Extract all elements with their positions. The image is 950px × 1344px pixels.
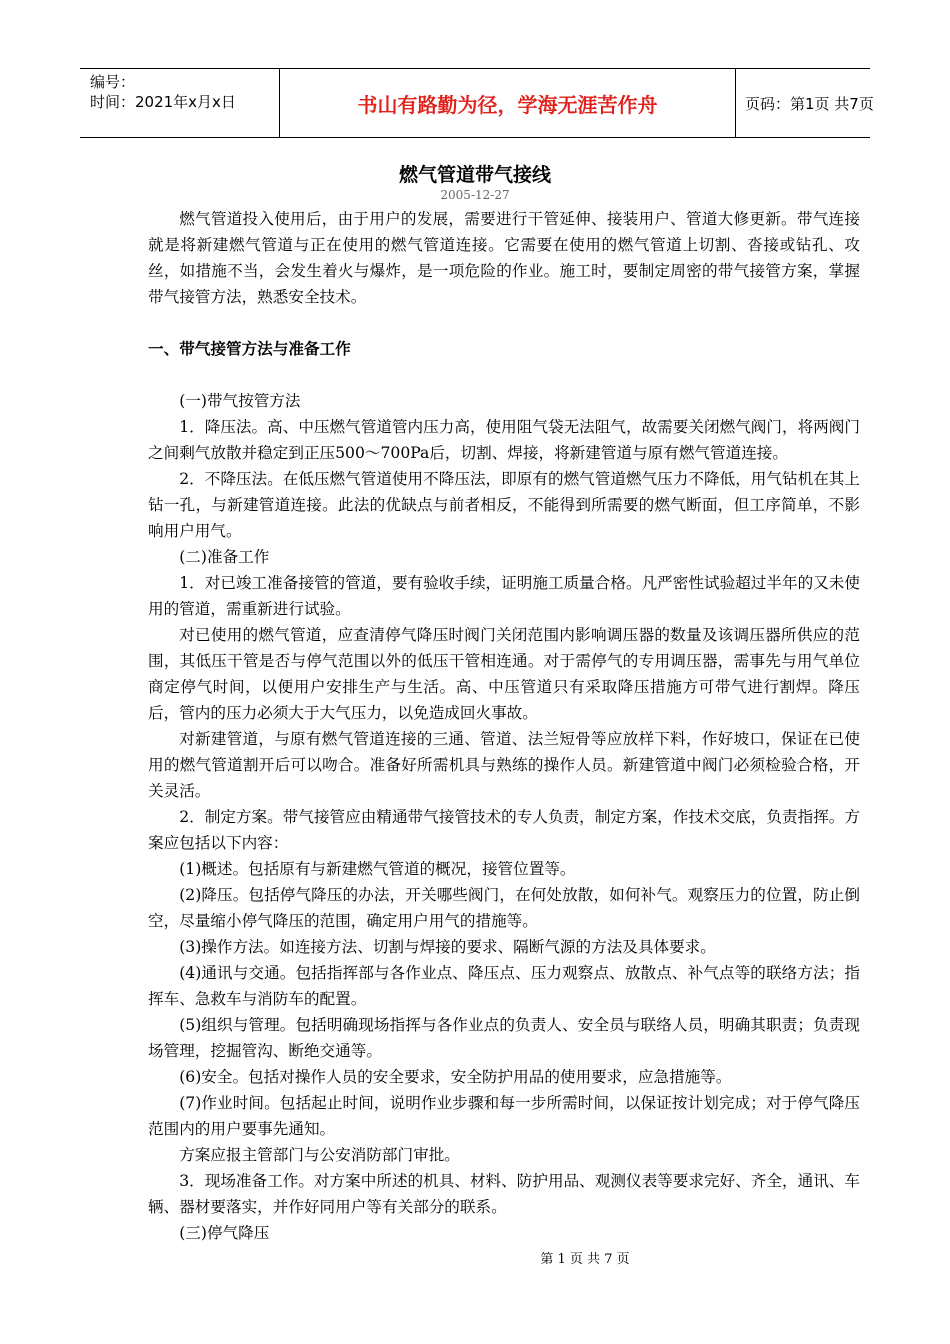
list-item: (2)降压。包括停气降压的办法，开关哪些阀门，在何处放散，如何补气。观察压力的位置，防止倒空，尽量缩小停气降压的范围，确定用户用气的措施等。 xyxy=(148,886,860,930)
document-date: 2005-12-27 xyxy=(440,188,510,202)
subsection-heading: (二)准备工作 xyxy=(179,548,270,566)
page-header xyxy=(80,68,874,138)
paragraph: 2．制定方案。带气接管应由精通带气接管技术的专人负责，制定方案，作技术交底，负责指挥。方案应包括以下内容： xyxy=(148,808,860,852)
subsection-heading: (一)带气按管方法 xyxy=(179,392,301,410)
date-label: 时间：2021年x月x日 xyxy=(90,93,236,111)
list-item: (4)通讯与交通。包括指挥部与各作业点、降压点、压力观察点、放散点、补气点等的联络方法；指挥车、急救车与消防车的配置。 xyxy=(148,964,860,1008)
header-info-cell xyxy=(80,69,280,137)
motto: 书山有路勤为径，学海无涯苦作舟 xyxy=(280,69,736,137)
page-info: 页码：第1页 共7页 xyxy=(745,94,874,113)
paragraph: 1．降压法。高、中压燃气管道管内压力高，使用阻气袋无法阻气，故需要关闭燃气阀门，将两阀门之间剩气放散并稳定到正压500～700Pa后，切割、焊接，将新建管道与原有燃气管道连接。 xyxy=(148,418,860,462)
list-item: (1)概述。包括原有与新建燃气管道的概况，接管位置等。 xyxy=(179,860,576,878)
paragraph: 2．不降压法。在低压燃气管道使用不降压法，即原有的燃气管道燃气压力不降低，用气钻机在其上钻一孔，与新建管道连接。此法的优缺点与前者相反，不能得到所需要的燃气断面，但工序简单，不影响用户用气。 xyxy=(148,470,860,540)
paragraph: 方案应报主管部门与公安消防部门审批。 xyxy=(179,1146,460,1164)
intro-paragraph: 燃气管道投入使用后，由于用户的发展，需要进行干管延伸、接装用户、管道大修更新。带气连接就是将新建燃气管道与正在使用的燃气管道连接。它需要在使用的燃气管道上切割、沓接或钻孔、攻丝，如措施不当，会发生着火与爆炸，是一项危险的作业。施工时，要制定周密的带气接管方案，掌握带气接管方法，熟悉安全技术。 xyxy=(148,210,860,306)
number-label: 编号： xyxy=(90,73,136,91)
list-item: (3)操作方法。如连接方法、切割与焊接的要求、隔断气源的方法及具体要求。 xyxy=(179,938,716,956)
paragraph: 对已使用的燃气管道，应查清停气降压时阀门关闭范围内影响调压器的数量及该调压器所供应的范围，其低压干管是否与停气范围以外的低压干管相连通。对于需停气的专用调压器，需事先与用气单位商定停气时间，以便用户安排生产与生活。高、中压管道只有采取降压措施方可带气进行割焊。降压后，管内的压力必须大于大气压力，以免造成回火事故。 xyxy=(148,626,860,722)
document-body xyxy=(148,206,860,1246)
list-item: (5)组织与管理。包括明确现场指挥与各作业点的负责人、安全员与联络人员，明确其职责；负责现场管理，挖掘管沟、断绝交通等。 xyxy=(148,1016,860,1060)
paragraph: 对新建管道，与原有燃气管道连接的三通、管道、法兰短骨等应放样下料，作好坡口，保证在已使用的燃气管道割开后可以吻合。准备好所需机具与熟练的操作人员。新建管道中阀门必须检验合格，开关灵活。 xyxy=(148,730,860,800)
list-item: (6)安全。包括对操作人员的安全要求，安全防护用品的使用要求，应急措施等。 xyxy=(179,1068,732,1086)
paragraph: (三)停气降压 xyxy=(179,1224,270,1242)
page-footer: 第 1 页 共 7 页 xyxy=(540,1252,630,1267)
paragraph: 1．对已竣工准备接管的管道，要有验收手续，证明施工质量合格。凡严密性试验超过半年的又未使用的管道，需重新进行试验。 xyxy=(148,574,860,618)
document-title: 燃气管道带气接线 xyxy=(398,164,551,186)
section-heading: 一、带气接管方法与准备工作 xyxy=(148,340,351,358)
list-item: (7)作业时间。包括起止时间，说明作业步骤和每一步所需时间，以保证按计划完成；对于停气降压范围内的用户要事先通知。 xyxy=(148,1094,860,1138)
paragraph: 3．现场准备工作。对方案中所述的机具、材料、防护用品、观测仪表等要求完好、齐全，通讯、车辆、器材要落实，并作好同用户等有关部分的联系。 xyxy=(148,1172,860,1216)
